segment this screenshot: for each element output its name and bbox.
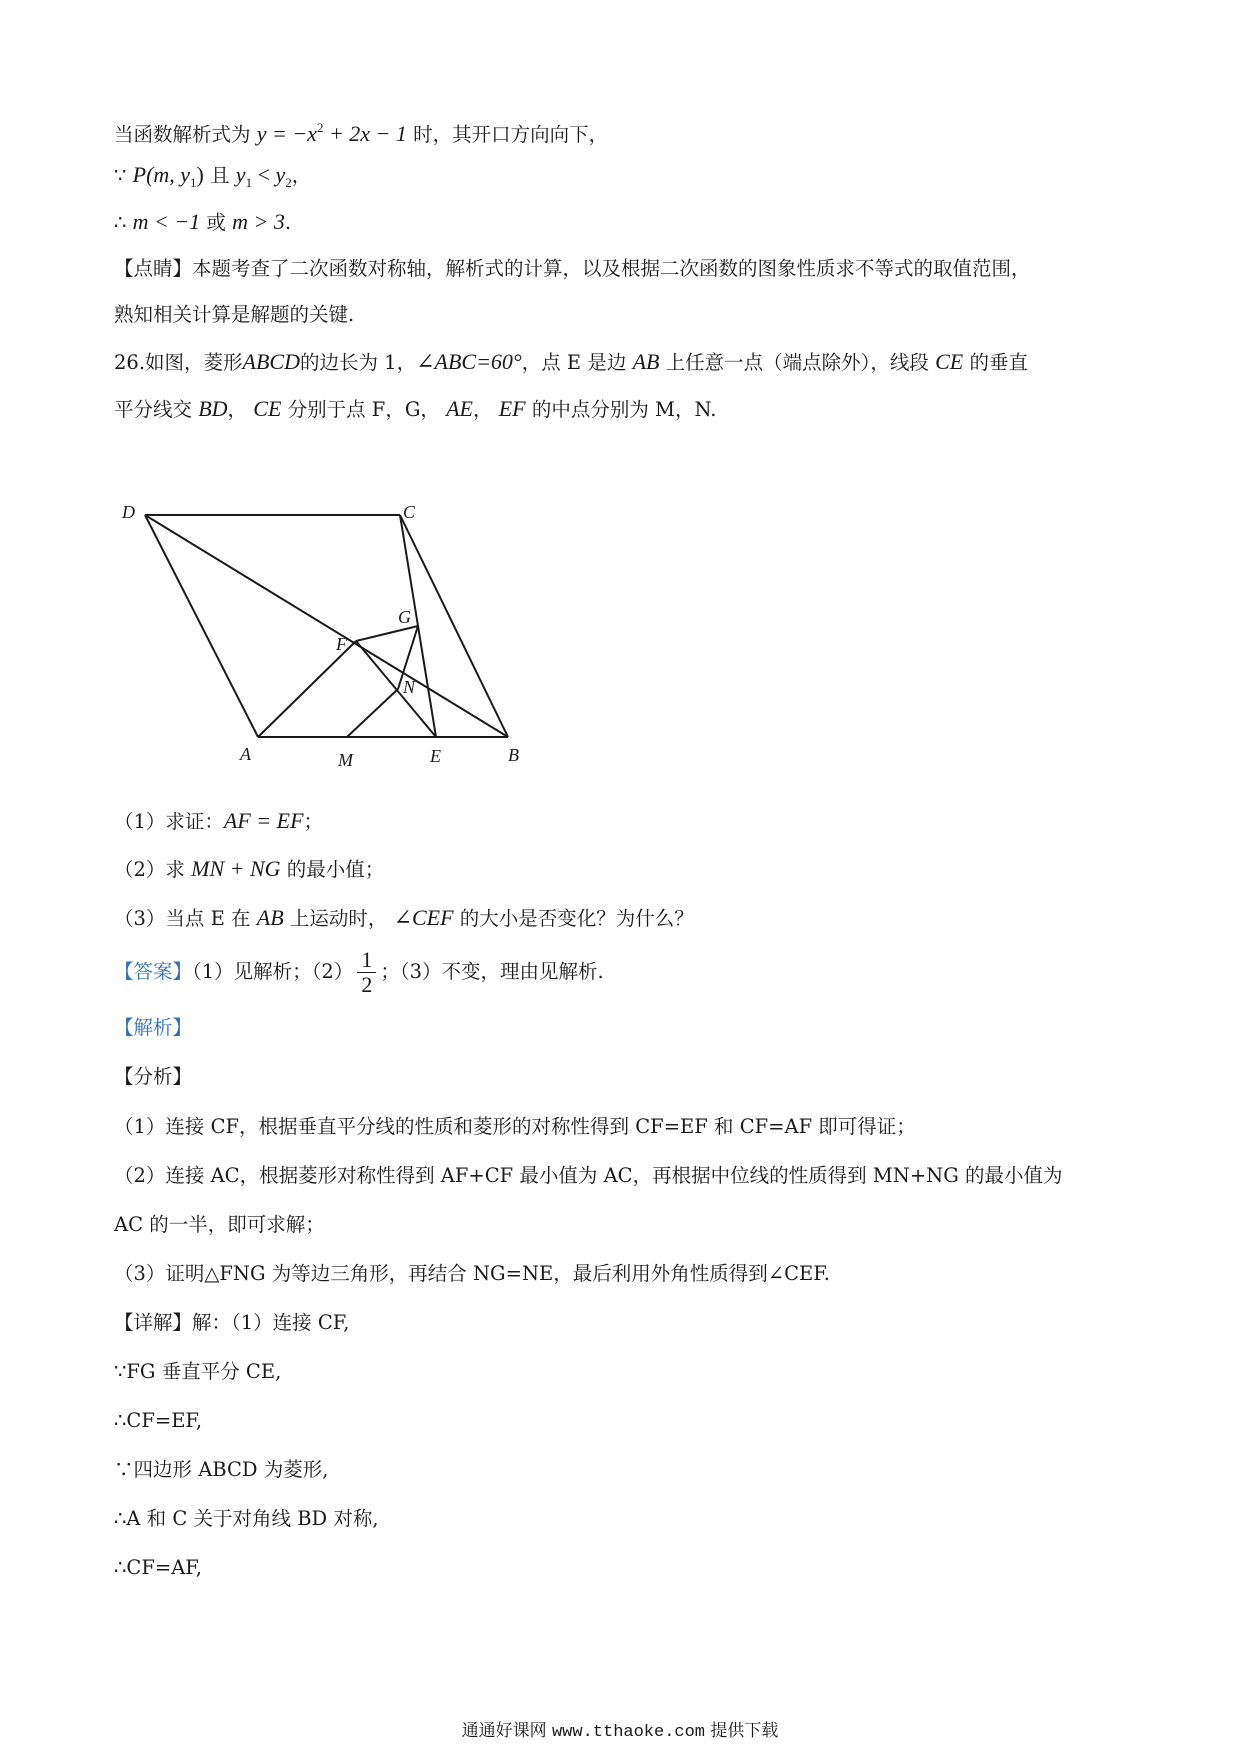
text: 的垂直 bbox=[969, 351, 1028, 374]
text: ， bbox=[473, 398, 493, 421]
text: （2）求 bbox=[114, 858, 185, 881]
formula: m < −1 bbox=[132, 209, 201, 234]
label-e: E bbox=[430, 746, 441, 766]
text: 的大小是否变化？为什么？ bbox=[459, 907, 694, 930]
answer-line bbox=[114, 948, 604, 997]
side-da bbox=[145, 515, 258, 737]
formula: MN + NG bbox=[191, 856, 281, 881]
footer-tail: 提供下载 bbox=[710, 1721, 779, 1741]
formula: m > 3 bbox=[232, 209, 285, 234]
subscript: 1 bbox=[190, 175, 197, 190]
text: 上运动时， bbox=[289, 907, 388, 930]
step-3: ∵四边形 ABCD 为菱形, bbox=[114, 1458, 329, 1481]
text: 且 bbox=[210, 164, 230, 187]
therefore-symbol: ∴ bbox=[114, 211, 127, 234]
text: 时，其开口方向向下， bbox=[413, 123, 609, 146]
text: 26.如图，菱形 bbox=[114, 351, 243, 374]
answer-label: 【答案】 bbox=[114, 960, 193, 983]
formula: y = −x bbox=[256, 121, 317, 146]
label-f: F bbox=[336, 634, 347, 654]
superscript: 2 bbox=[316, 120, 324, 135]
label-n: N bbox=[403, 677, 416, 697]
text: 或 bbox=[206, 211, 226, 234]
note-line-1: 【点睛】本题考查了二次函数对称轴，解析式的计算，以及根据二次函数的图象性质求不等式的取值范围， bbox=[114, 257, 1031, 280]
label-g: G bbox=[398, 607, 411, 627]
formula: AB bbox=[632, 349, 660, 374]
formula: ∠ABC=60° bbox=[416, 349, 522, 374]
text: （1）求证： bbox=[114, 810, 224, 833]
detail-start: 【详解】解：（1）连接 CF, bbox=[114, 1311, 350, 1334]
text: 当函数解析式为 bbox=[114, 123, 251, 146]
formula: y bbox=[275, 162, 286, 187]
formula: y bbox=[235, 162, 246, 187]
part-1 bbox=[114, 806, 323, 837]
text: 的中点分别为 M，N. bbox=[531, 398, 717, 421]
note-line-2: 熟知相关计算是解题的关键. bbox=[114, 303, 355, 326]
formula: CE bbox=[935, 349, 964, 374]
formula: AE bbox=[446, 396, 473, 421]
analysis-3: （3）证明△FNG 为等边三角形，再结合 NG=NE，最后利用外角性质得到∠CEF. bbox=[114, 1262, 830, 1285]
segment-fg bbox=[356, 626, 418, 641]
text: （1）见解析；（2） bbox=[192, 960, 354, 983]
text-line-conclusion bbox=[114, 207, 291, 238]
denominator: 2 bbox=[361, 972, 373, 997]
part-2 bbox=[114, 854, 384, 885]
formula: ) bbox=[196, 162, 204, 187]
segment-fe bbox=[356, 641, 436, 737]
subscript: 2 bbox=[285, 175, 292, 190]
formula: ABCD bbox=[242, 349, 300, 374]
analysis-label: 【解析】 bbox=[114, 1016, 193, 1039]
fraction-one-half bbox=[357, 948, 376, 997]
rhombus-figure bbox=[100, 480, 560, 770]
question-26-line-1 bbox=[114, 347, 1028, 378]
step-5: ∴CF=AF, bbox=[114, 1556, 202, 1579]
page-footer bbox=[0, 1716, 1240, 1742]
formula: < bbox=[252, 162, 276, 187]
analysis-1: （1）连接 CF，根据垂直平分线的性质和菱形的对称性得到 CF=EF 和 CF=AF 即可得证； bbox=[114, 1115, 916, 1138]
segment-af bbox=[258, 641, 356, 737]
text-line-function bbox=[114, 113, 608, 150]
label-d: D bbox=[122, 502, 135, 522]
subscript: 1 bbox=[245, 175, 253, 190]
footer-site: www.tthaoke.com bbox=[551, 1723, 706, 1742]
analysis-2: （2）连接 AC，根据菱形对称性得到 AF+CF 最小值为 AC，再根据中位线的性质得到 MN+NG 的最小值为 bbox=[114, 1164, 1063, 1187]
text: ；（3）不变，理由见解析. bbox=[380, 960, 604, 983]
label-a: A bbox=[240, 744, 251, 764]
formula: CE bbox=[253, 396, 282, 421]
numerator: 1 bbox=[357, 948, 376, 973]
because-symbol: ∵ bbox=[114, 164, 127, 187]
text: 的边长为 1， bbox=[299, 351, 417, 374]
formula: + 2x − 1 bbox=[323, 121, 407, 146]
text: 上任意一点（端点除外），线段 bbox=[665, 351, 929, 374]
part-3 bbox=[114, 903, 694, 934]
label-c: C bbox=[403, 502, 416, 522]
label-m: M bbox=[338, 750, 353, 770]
formula: ∠CEF bbox=[393, 905, 454, 930]
text: 分别于点 F，G， bbox=[287, 398, 440, 421]
text: ，点 E 是边 bbox=[521, 351, 627, 374]
formula: P(m, y bbox=[132, 162, 191, 187]
step-4: ∴A 和 C 关于对角线 BD 对称, bbox=[114, 1507, 379, 1530]
text: 的最小值； bbox=[286, 858, 385, 881]
text: ， bbox=[291, 164, 312, 187]
text: （3）当点 E 在 bbox=[114, 907, 251, 930]
text: 平分线交 bbox=[114, 398, 193, 421]
formula: BD bbox=[198, 396, 228, 421]
footer-brand: 通通好课网 bbox=[461, 1721, 547, 1741]
text: ， bbox=[227, 398, 248, 421]
segment-mn bbox=[347, 689, 398, 737]
text-line-point bbox=[114, 160, 311, 198]
label-b: B bbox=[508, 745, 519, 765]
formula: AB bbox=[256, 905, 284, 930]
step-2: ∴CF=EF, bbox=[114, 1409, 203, 1432]
formula: EF bbox=[498, 396, 526, 421]
text: ； bbox=[303, 810, 324, 833]
analysis-2b: AC 的一半，即可求解； bbox=[114, 1213, 325, 1236]
formula: AF = EF bbox=[223, 808, 304, 833]
fenxi-label: 【分析】 bbox=[114, 1065, 193, 1088]
text: . bbox=[284, 211, 292, 234]
step-1: ∵FG 垂直平分 CE, bbox=[114, 1360, 282, 1383]
question-26-line-2 bbox=[114, 394, 717, 425]
